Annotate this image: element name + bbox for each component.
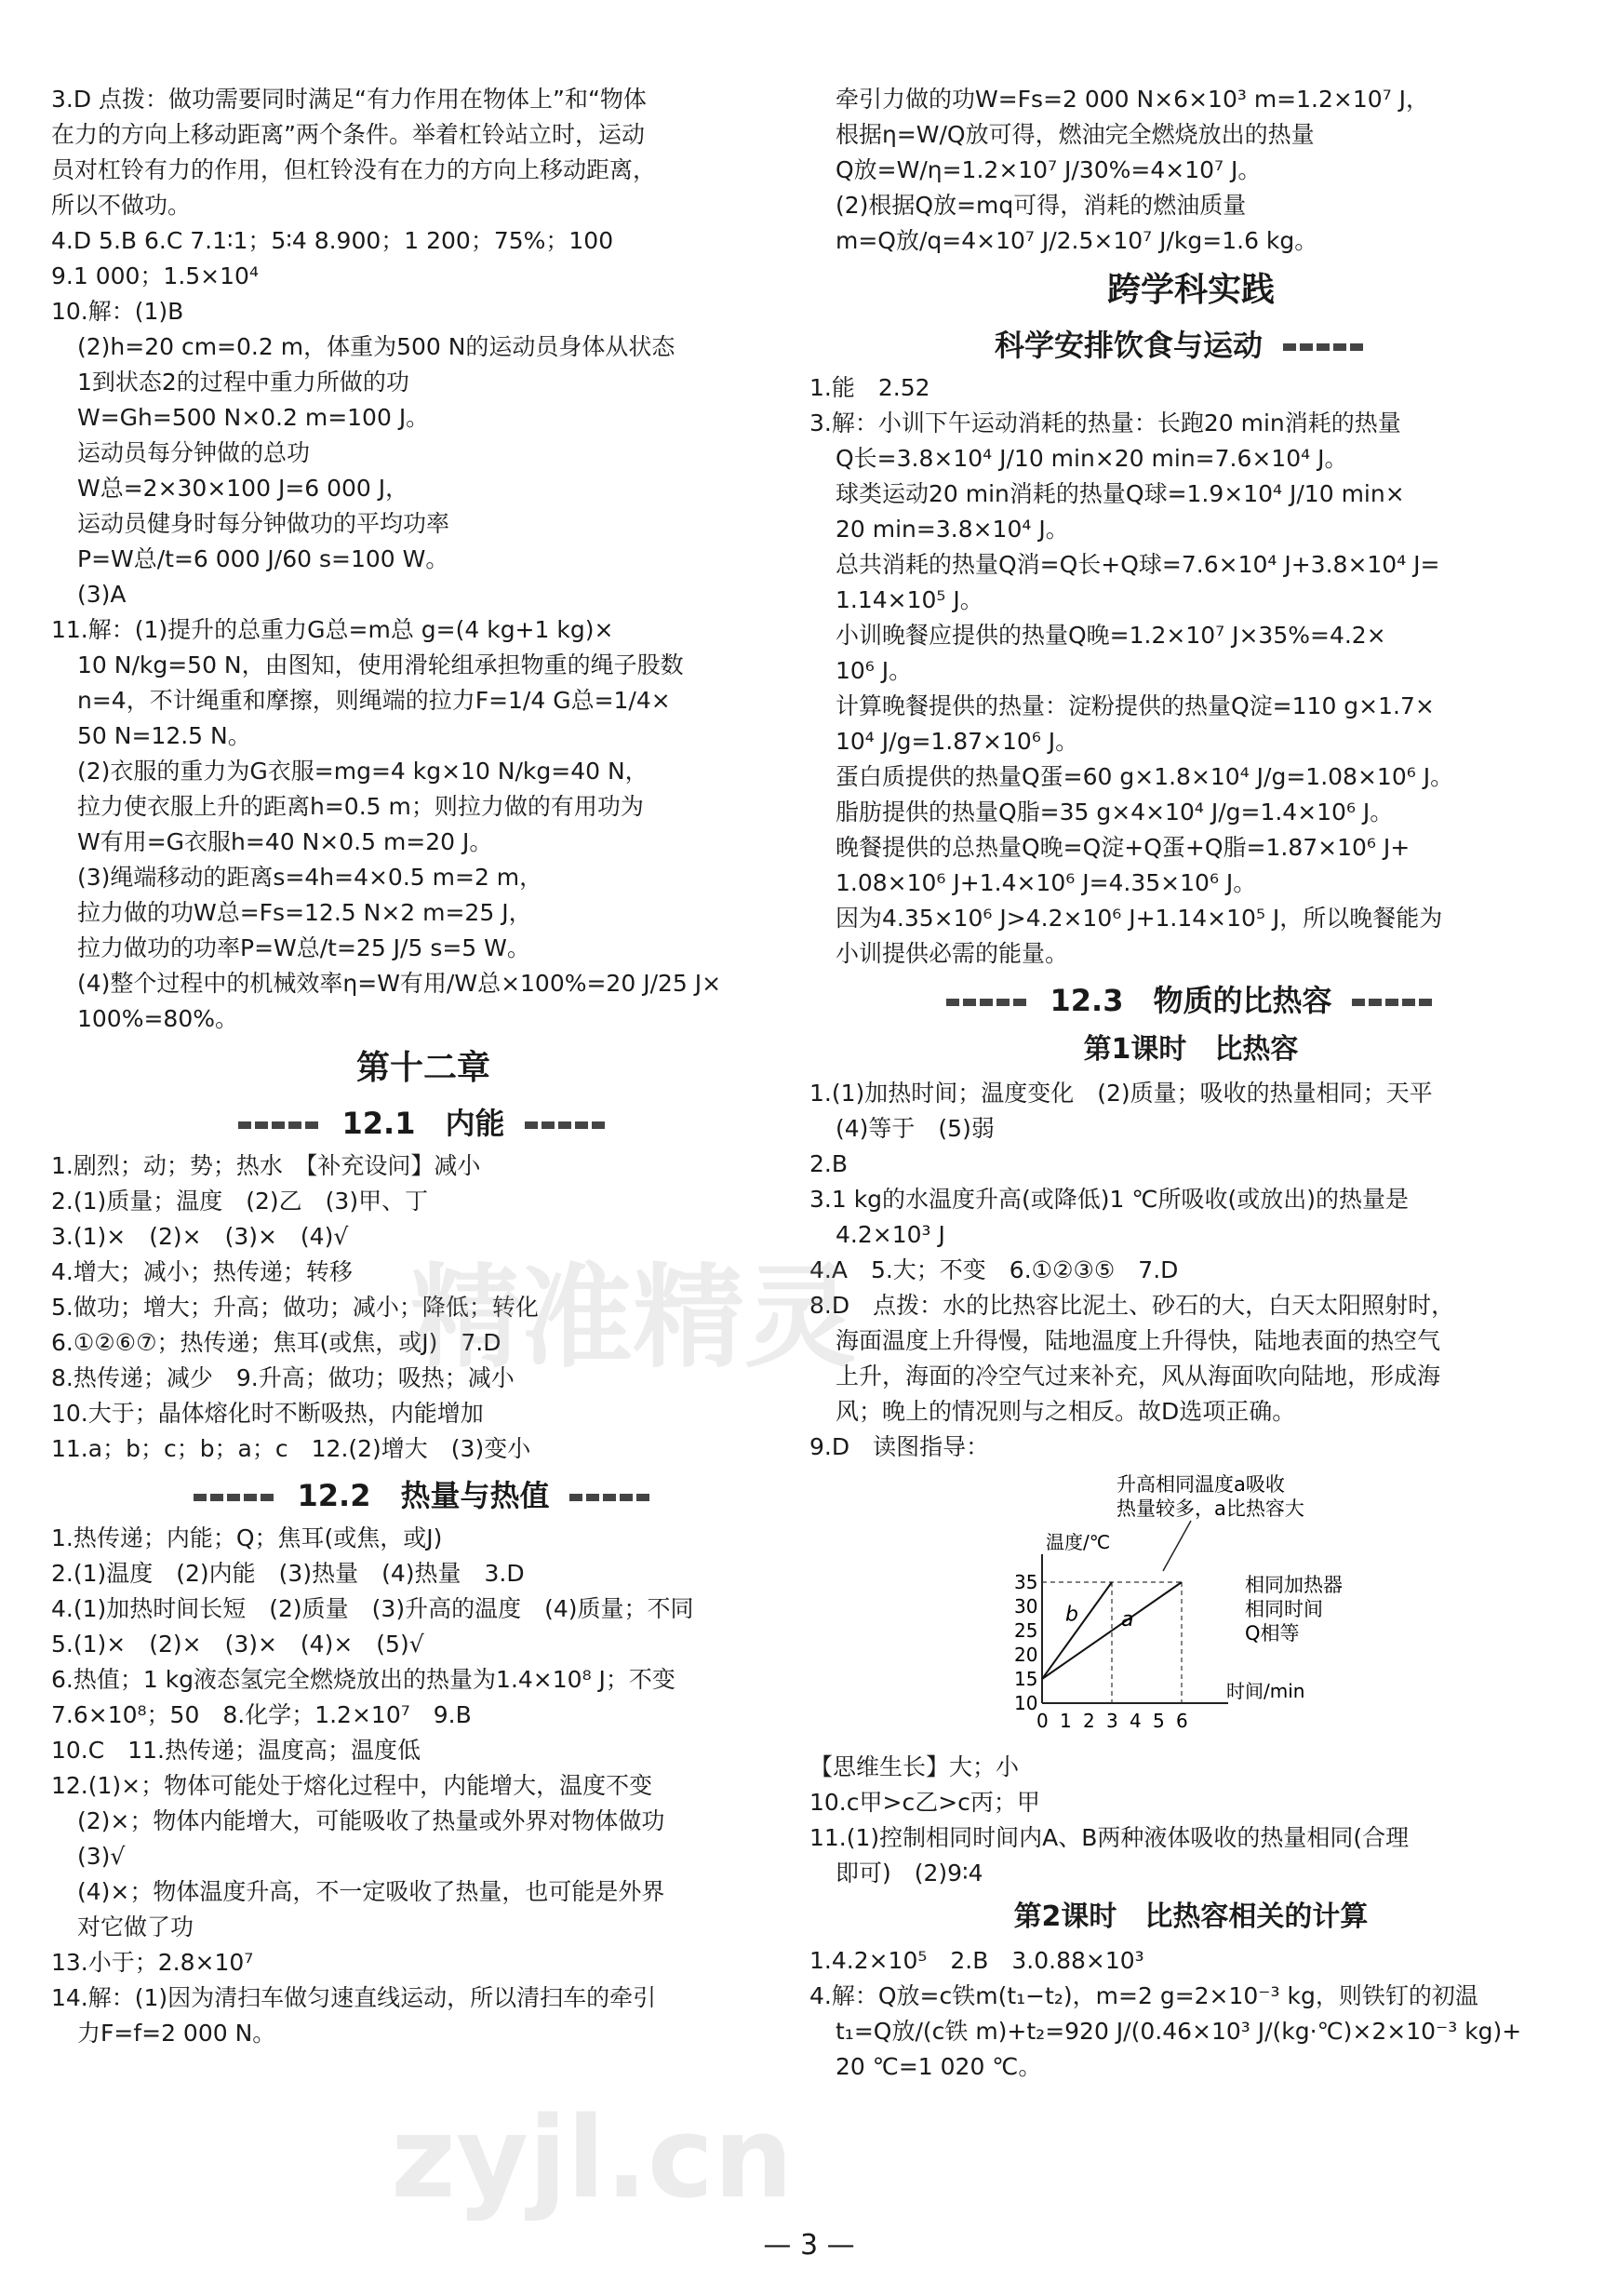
answer-line: 1.剧烈；动；势；热水 【补充设问】减小 bbox=[51, 1152, 481, 1179]
x-ticks bbox=[1036, 1710, 1188, 1732]
answer-line: 拉力做功的功率P=W总/t=25 J/5 s=5 W。 bbox=[77, 934, 530, 961]
answer-line: 拉力做的功W总=Fs=12.5 N×2 m=25 J， bbox=[77, 899, 532, 926]
answer-line: 1.(1)加热时间；温度变化 (2)质量；吸收的热量相同；天平 bbox=[809, 1080, 1433, 1107]
answer-line: 小训晚餐应提供的热量Q晚=1.2×10⁷ J×35%=4.2× bbox=[836, 622, 1386, 649]
left-column bbox=[51, 82, 796, 2051]
x-tick-label: 2 bbox=[1083, 1710, 1095, 1732]
x-tick-label: 3 bbox=[1106, 1710, 1118, 1732]
answer-line: 7.6×10⁸；50 8.化学；1.2×10⁷ 9.B bbox=[51, 1701, 472, 1728]
x-axis-label: 时间/min bbox=[1226, 1680, 1305, 1702]
answer-line: 6.①②⑥⑦；热传递；焦耳(或焦，或J) 7.D bbox=[51, 1329, 501, 1356]
answer-line: 5.做功；增大；升高；做功；减小；降低；转化 bbox=[51, 1294, 539, 1321]
answer-line: 小训提供必需的能量。 bbox=[836, 940, 1069, 967]
practice-subtitle: 科学安排饮食与运动 bbox=[809, 322, 1572, 369]
answer-line: 拉力使衣服上升的距离h=0.5 m；则拉力做的有用功为 bbox=[77, 793, 644, 820]
answer-line: 4.(1)加热时间长短 (2)质量 (3)升高的温度 (4)质量；不同 bbox=[51, 1595, 694, 1622]
answer-line: 11.a；b；c；b；a；c 12.(2)增大 (3)变小 bbox=[51, 1435, 531, 1462]
answer-line: 4.增大；减小；热传递；转移 bbox=[51, 1258, 353, 1285]
answer-line: 力F=f=2 000 N。 bbox=[77, 2020, 276, 2047]
answer-line: 11.(1)控制相同时间内A、B两种液体吸收的热量相同(合理 bbox=[809, 1824, 1410, 1851]
watermark-url: zyjl.cn bbox=[391, 2094, 794, 2223]
answer-line: 8.D 点拨：水的比热容比泥土、砂石的大，白天太阳照射时， bbox=[809, 1292, 1455, 1319]
answer-line: Q放=W/η=1.2×10⁷ J/30%=4×10⁷ J。 bbox=[836, 156, 1262, 183]
answer-line: 所以不做功。 bbox=[51, 192, 192, 219]
section-12-3-heading: 12.3 物质的比热容 bbox=[809, 977, 1572, 1024]
answer-line: 根据η=W/Q放可得，燃油完全燃烧放出的热量 bbox=[836, 121, 1315, 148]
answer-line: 8.热传递；减少 9.升高；做功；吸热；减小 bbox=[51, 1364, 515, 1391]
right-column bbox=[809, 82, 1572, 2085]
lesson-2-heading: 第2课时 比热容相关的计算 bbox=[1013, 1900, 1369, 1933]
answers-12-3-c bbox=[809, 1943, 1572, 2085]
x-tick-label: 0 bbox=[1036, 1710, 1049, 1732]
answer-line: (2)根据Q放=mq可得，消耗的燃油质量 bbox=[836, 192, 1247, 219]
answer-line: 4.A 5.大；不变 6.①②③⑤ 7.D bbox=[809, 1256, 1179, 1283]
x-tick-label: 6 bbox=[1176, 1710, 1188, 1732]
answer-line: 【思维生长】大；小 bbox=[809, 1753, 1020, 1780]
answer-line: 海面温度上升得慢，陆地温度上升得快，陆地表面的热空气 bbox=[836, 1327, 1441, 1354]
answer-line: (4)等于 (5)弱 bbox=[836, 1115, 995, 1142]
lesson-1-heading: 第1课时 比热容 bbox=[1083, 1033, 1299, 1066]
answer-line: 6.热值；1 kg液态氢完全燃烧放出的热量为1.4×10⁸ J；不变 bbox=[51, 1666, 675, 1693]
answer-line: 员对杠铃有力的作用，但杠铃没有在力的方向上移动距离， bbox=[51, 156, 657, 183]
answer-line: 脂肪提供的热量Q脂=35 g×4×10⁴ J/g=1.4×10⁶ J。 bbox=[836, 799, 1394, 826]
answer-line: W=Gh=500 N×0.2 m=100 J。 bbox=[77, 404, 430, 431]
temperature-time-graph bbox=[1005, 1470, 1358, 1740]
line-b bbox=[1042, 1582, 1112, 1679]
graph-note-right-1: 相同加热器 bbox=[1245, 1574, 1343, 1596]
answer-line: 9.D 读图指导： bbox=[809, 1433, 990, 1460]
answer-line: 11.解：(1)提升的总重力G总=m总 g=(4 kg+1 kg)× bbox=[51, 616, 614, 643]
answers-practice bbox=[809, 370, 1572, 972]
answer-line: 10⁴ J/g=1.87×10⁶ J。 bbox=[836, 728, 1079, 755]
answer-line: (3)√ bbox=[77, 1843, 126, 1870]
answer-line: 9.1 000；1.5×10⁴ bbox=[51, 262, 259, 289]
answer-line: 牵引力做的功W=Fs=2 000 N×6×10³ m=1.2×10⁷ J， bbox=[836, 86, 1429, 113]
answer-line: 14.解：(1)因为清扫车做匀速直线运动，所以清扫车的牵引 bbox=[51, 1984, 657, 2011]
section-12-2-heading: 12.2 热量与热值 bbox=[51, 1472, 796, 1519]
answer-line: 10.C 11.热传递；温度高；温度低 bbox=[51, 1737, 421, 1764]
graph-note-right-3: Q相等 bbox=[1245, 1622, 1300, 1645]
answer-line: 2.(1)质量；温度 (2)乙 (3)甲、丁 bbox=[51, 1188, 429, 1215]
answer-line: 3.1 kg的水温度升高(或降低)1 ℃所吸收(或放出)的热量是 bbox=[809, 1186, 1409, 1213]
y-tick-label: 10 bbox=[1014, 1692, 1038, 1714]
line-b-label: b bbox=[1065, 1603, 1078, 1627]
answer-line: 1.14×10⁵ J。 bbox=[836, 586, 983, 613]
answer-line: 2.B bbox=[809, 1150, 849, 1177]
answer-line: W总=2×30×100 J=6 000 J， bbox=[77, 475, 409, 502]
answer-line: (2)×；物体内能增大，可能吸收了热量或外界对物体做功 bbox=[77, 1807, 665, 1834]
answer-line: P=W总/t=6 000 J/60 s=100 W。 bbox=[77, 545, 449, 572]
y-tick-label: 25 bbox=[1014, 1619, 1038, 1642]
answer-line: (4)整个过程中的机械效率η=W有用/W总×100%=20 J/25 J× bbox=[77, 970, 722, 997]
answer-line: (2)h=20 cm=0.2 m，体重为500 N的运动员身体从状态 bbox=[77, 333, 675, 360]
line-a bbox=[1042, 1582, 1182, 1679]
line-a-label: a bbox=[1121, 1607, 1134, 1631]
answer-line: (3)绳端移动的距离s=4h=4×0.5 m=2 m， bbox=[77, 864, 543, 891]
answers-12-3-b bbox=[809, 1750, 1572, 1891]
x-tick-label: 4 bbox=[1130, 1710, 1142, 1732]
answers-12-2 bbox=[51, 1521, 796, 2051]
note-arrow-top bbox=[1163, 1521, 1191, 1571]
y-tick-label: 35 bbox=[1014, 1571, 1038, 1593]
answer-line: W有用=G衣服h=40 N×0.5 m=20 J。 bbox=[77, 828, 493, 855]
answer-line: 10.大于；晶体熔化时不断吸热，内能增加 bbox=[51, 1400, 484, 1427]
answer-line: 13.小于；2.8×10⁷ bbox=[51, 1949, 254, 1976]
answer-line: 1.08×10⁶ J+1.4×10⁶ J=4.35×10⁶ J。 bbox=[836, 869, 1257, 896]
graph-note-top-2: 热量较多，a比热容大 bbox=[1117, 1497, 1304, 1520]
answer-line: 10⁶ J。 bbox=[836, 657, 913, 684]
y-axis-label: 温度/℃ bbox=[1046, 1531, 1111, 1553]
y-tick-label: 30 bbox=[1014, 1595, 1038, 1618]
answer-line: 3.D 点拨：做功需要同时满足“有力作用在物体上”和“物体 bbox=[51, 86, 647, 113]
graph-note-top-1: 升高相同温度a吸收 bbox=[1117, 1473, 1285, 1496]
section-12-1-heading: 12.1 内能 bbox=[51, 1100, 796, 1147]
answer-line: 50 N=12.5 N。 bbox=[77, 722, 251, 749]
answer-line: 计算晚餐提供的热量：淀粉提供的热量Q淀=110 g×1.7× bbox=[836, 692, 1435, 719]
answer-line: 12.(1)×；物体可能处于熔化过程中，内能增大，温度不变 bbox=[51, 1772, 653, 1799]
answer-line: 10.解：(1)B bbox=[51, 298, 184, 325]
answer-line: 即可) (2)9∶4 bbox=[836, 1860, 983, 1886]
answer-line: 20 ℃=1 020 ℃。 bbox=[836, 2053, 1042, 2080]
answer-line: 4.解：Q放=c铁m(t₁−t₂)，m=2 g=2×10⁻³ kg，则铁钉的初温 bbox=[809, 1982, 1478, 2009]
chapter-title: 第十二章 bbox=[355, 1049, 490, 1087]
answer-line: 1.4.2×10⁵ 2.B 3.0.88×10³ bbox=[809, 1947, 1144, 1974]
answer-line: t₁=Q放/(c铁 m)+t₂=920 J/(0.46×10³ J/(kg·℃)×2×10⁻³ kg)+ bbox=[836, 2018, 1522, 2045]
answer-line: 10.c甲>c乙>c丙；甲 bbox=[809, 1789, 1040, 1816]
answer-line: 3.(1)× (2)× (3)× (4)√ bbox=[51, 1223, 349, 1250]
answer-line: 因为4.35×10⁶ J>4.2×10⁶ J+1.14×10⁵ J，所以晚餐能为 bbox=[836, 905, 1443, 932]
answers-12-3-a bbox=[809, 1076, 1572, 1465]
answer-line: 4.D 5.B 6.C 7.1∶1；5∶4 8.900；1 200；75%；100 bbox=[51, 227, 614, 254]
page-number: — 3 — bbox=[763, 2229, 855, 2262]
answer-line: 球类运动20 min消耗的热量Q球=1.9×10⁴ J/10 min× bbox=[836, 480, 1405, 507]
answer-line: 1.能 2.52 bbox=[809, 374, 930, 401]
answers-11 bbox=[51, 82, 796, 1037]
answer-line: 5.(1)× (2)× (3)× (4)× (5)√ bbox=[51, 1631, 424, 1658]
answer-line: (3)A bbox=[77, 581, 127, 608]
answer-line: 3.解：小训下午运动消耗的热量：长跑20 min消耗的热量 bbox=[809, 410, 1401, 436]
answer-line: 运动员健身时每分钟做功的平均功率 bbox=[77, 510, 450, 537]
y-tick-label: 20 bbox=[1014, 1644, 1038, 1666]
watermark-logo-text: 精准精灵 bbox=[409, 1254, 856, 1383]
answer-line: 1.热传递；内能；Q；焦耳(或焦，或J) bbox=[51, 1524, 443, 1551]
answer-line: 100%=80%。 bbox=[77, 1005, 238, 1032]
x-tick-label: 1 bbox=[1060, 1710, 1072, 1732]
answer-line: 在力的方向上移动距离”两个条件。举着杠铃站立时，运动 bbox=[51, 121, 645, 148]
answer-line: 20 min=3.8×10⁴ J。 bbox=[836, 516, 1069, 543]
answer-line: 1到状态2的过程中重力所做的功 bbox=[77, 369, 409, 396]
practice-title: 跨学科实践 bbox=[1106, 271, 1275, 309]
answer-line: 2.(1)温度 (2)内能 (3)热量 (4)热量 3.D bbox=[51, 1560, 525, 1587]
answer-line: 对它做了功 bbox=[77, 1913, 194, 1940]
y-ticks bbox=[1014, 1571, 1037, 1714]
answer-line: m=Q放/q=4×10⁷ J/2.5×10⁷ J/kg=1.6 kg。 bbox=[836, 227, 1318, 254]
answer-line: Q长=3.8×10⁴ J/10 min×20 min=7.6×10⁴ J。 bbox=[836, 445, 1348, 472]
answer-line: (2)衣服的重力为G衣服=mg=4 kg×10 N/kg=40 N， bbox=[77, 758, 649, 785]
answers-14-continued bbox=[809, 82, 1572, 259]
graph-note-right-2: 相同时间 bbox=[1245, 1598, 1323, 1620]
x-tick-label: 5 bbox=[1153, 1710, 1165, 1732]
answer-line: 晚餐提供的总热量Q晚=Q淀+Q蛋+Q脂=1.87×10⁶ J+ bbox=[836, 834, 1411, 861]
answer-line: 总共消耗的热量Q消=Q长+Q球=7.6×10⁴ J+3.8×10⁴ J= bbox=[836, 551, 1440, 578]
answer-line: 上升，海面的冷空气过来补充，风从海面吹向陆地，形成海 bbox=[836, 1363, 1441, 1390]
answer-line: 蛋白质提供的热量Q蛋=60 g×1.8×10⁴ J/g=1.08×10⁶ J。 bbox=[836, 763, 1454, 790]
answer-line: 4.2×10³ J bbox=[836, 1221, 945, 1248]
answer-line: 运动员每分钟做的总功 bbox=[77, 439, 311, 466]
answer-line: n=4，不计绳重和摩擦，则绳端的拉力F=1/4 G总=1/4× bbox=[77, 687, 671, 714]
y-tick-label: 15 bbox=[1014, 1668, 1038, 1690]
answer-line: 风；晚上的情况则与之相反。故D选项正确。 bbox=[836, 1398, 1296, 1425]
answer-line: (4)×；物体温度升高，不一定吸收了热量，也可能是外界 bbox=[77, 1878, 665, 1905]
answer-line: 10 N/kg=50 N，由图知，使用滑轮组承担物重的绳子股数 bbox=[77, 651, 684, 678]
